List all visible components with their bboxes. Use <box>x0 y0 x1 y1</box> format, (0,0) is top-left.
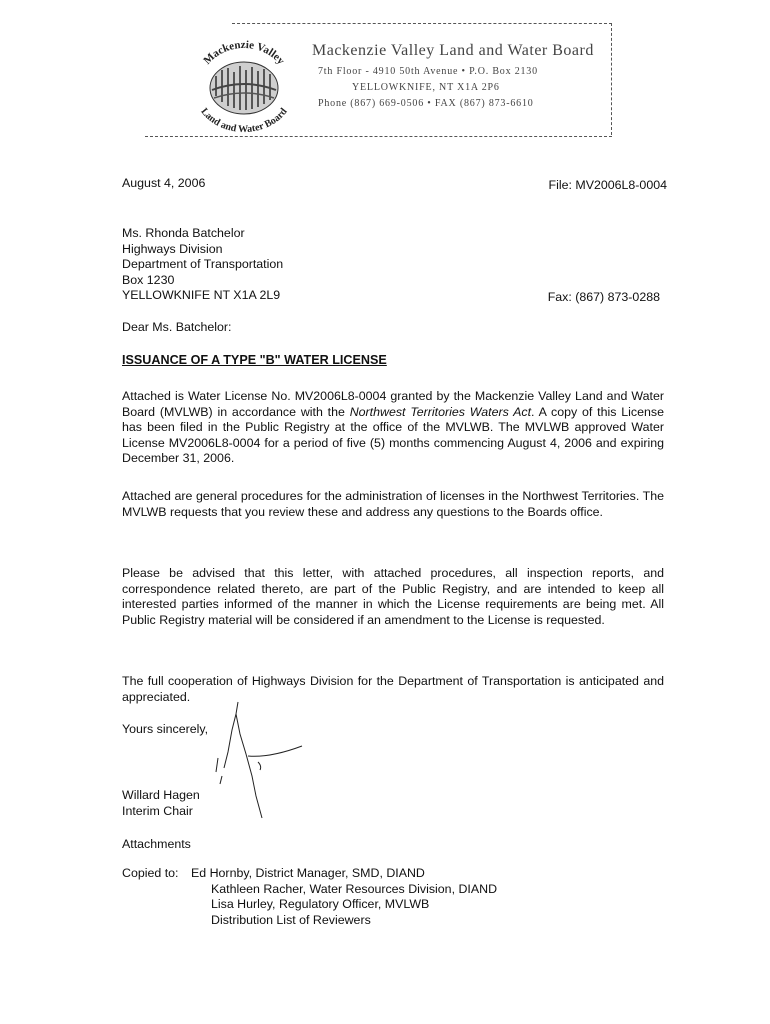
recipient-department: Department of Transportation <box>122 257 284 272</box>
seal-bottom-text: Land and Water Board <box>198 106 290 134</box>
paragraph-cooperation: The full cooperation of Highways Division for the Department of Transportation is anticipated and appreciated. <box>122 674 664 704</box>
recipient-name: Ms. Rhonda Batchelor <box>122 226 245 240</box>
cc-entry: Kathleen Racher, Water Resources Division, DIAND <box>211 881 498 896</box>
paragraph-license-granted <box>122 389 664 467</box>
fax-number: Fax: (867) 873-0288 <box>547 290 660 304</box>
copied-to-list <box>122 866 497 928</box>
cc-entry: Distribution List of Reviewers <box>211 912 371 927</box>
handwritten-signature <box>200 700 310 825</box>
letter-date: August 4, 2006 <box>122 176 206 190</box>
board-seal-logo <box>182 30 306 134</box>
signer-name: Willard Hagen <box>122 788 200 802</box>
signer-title: Interim Chair <box>122 803 193 818</box>
closing: Yours sincerely, <box>122 722 209 736</box>
subject-line: ISSUANCE OF A TYPE "B" WATER LICENSE <box>122 353 387 367</box>
paragraph-public-registry: Please be advised that this letter, with attached procedures, all inspection reports, and correspondence related thereto, are part of the Public Registry, and are intended to keep all interested parties informed of the manner in which the License requirements are being met. All Public Registry material will be considered if an amendment to the License is requested. <box>122 566 664 627</box>
recipient-address <box>122 226 283 304</box>
attachments-note: Attachments <box>122 837 191 851</box>
org-address-line2: YELLOWKNIFE, NT X1A 2P6 <box>352 82 500 93</box>
letterhead-top-rule <box>232 23 612 24</box>
waters-act-title: Northwest Territories Waters Act <box>349 404 532 419</box>
org-name: Mackenzie Valley Land and Water Board <box>312 42 594 59</box>
recipient-division: Highways Division <box>122 241 223 256</box>
recipient-city: YELLOWKNIFE NT X1A 2L9 <box>122 288 281 303</box>
copied-to-label: Copied to: <box>122 866 179 880</box>
salutation: Dear Ms. Batchelor: <box>122 320 232 334</box>
cc-entry: Lisa Hurley, Regulatory Officer, MVLWB <box>211 897 430 912</box>
signer-block <box>122 788 200 819</box>
letterhead-bottom-rule <box>145 136 612 137</box>
seal-top-text: Mackenzie Valley <box>201 38 287 67</box>
cc-entry: Ed Hornby, District Manager, SMD, DIAND <box>191 866 425 880</box>
org-phone-fax: Phone (867) 669-0506 • FAX (867) 873-6610 <box>318 98 534 109</box>
file-reference: File: MV2006L8-0004 <box>548 178 667 192</box>
paragraph-1-text-b: . A copy of this License has been filed in the Public Registry at the office of the MVLWB. The MVLWB approved Water License MV2006L8-0004 for a period of five (5) months commencing August 4, 2006 and expiring December 31, 2006. <box>122 404 664 466</box>
org-address-line1: 7th Floor - 4910 50th Avenue • P.O. Box 2130 <box>318 66 538 77</box>
recipient-box: Box 1230 <box>122 272 175 287</box>
paragraph-1-text-a: Attached is Water License No. MV2006L8-0004 granted by the Mackenzie Valley Land and Water Board (MVLWB) in accordance with the <box>122 389 664 419</box>
letterhead-right-border <box>611 23 612 135</box>
paragraph-procedures: Attached are general procedures for the administration of licenses in the Northwest Territories. The MVLWB requests that you review these and address any questions to the Boards office. <box>122 489 664 519</box>
